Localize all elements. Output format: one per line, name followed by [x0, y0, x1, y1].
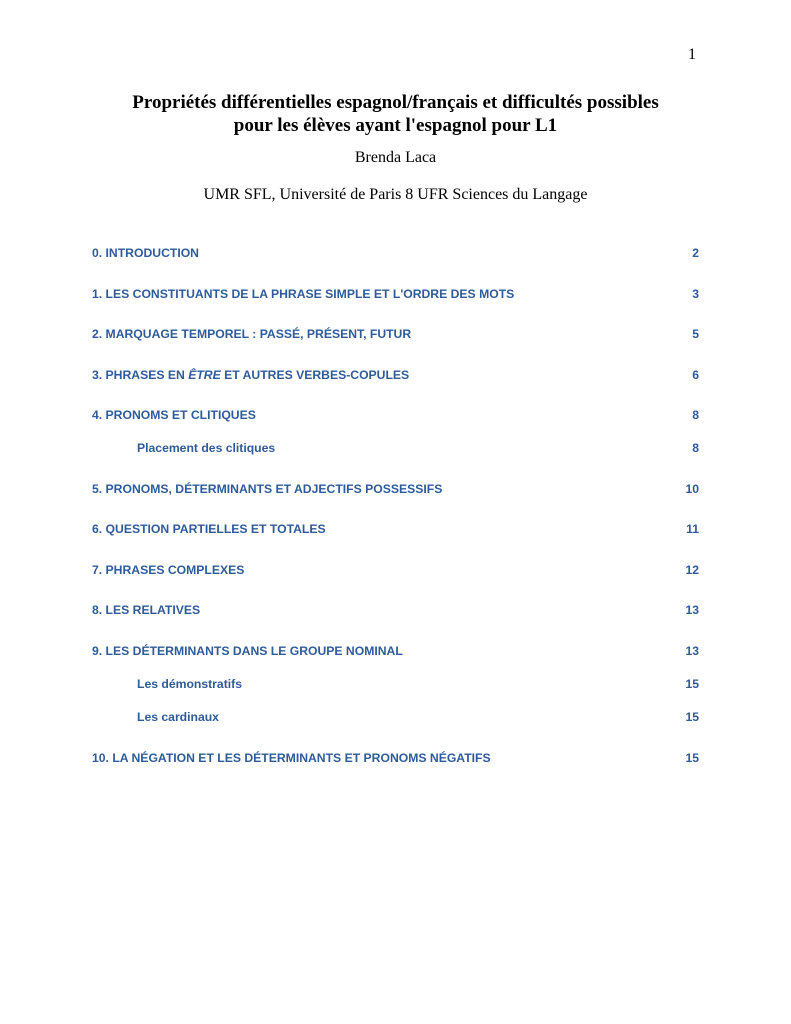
toc-entry-page: 15: [685, 677, 699, 691]
toc-entry-label: 5. PRONOMS, DÉTERMINANTS ET ADJECTIFS POSSESSIFS: [92, 482, 443, 496]
toc-entry-page: 3: [692, 287, 699, 301]
toc-entry-label: 8. LES RELATIVES: [92, 603, 201, 617]
toc-subentry-cardinaux[interactable]: [137, 710, 699, 724]
toc-entry-possessifs[interactable]: [92, 482, 699, 496]
toc-entry-label: 2. MARQUAGE TEMPOREL : PASSÉ, PRÉSENT, FUTUR: [92, 327, 412, 341]
toc-entry-phrases-complexes[interactable]: [92, 563, 699, 577]
toc-entry-label: 1. LES CONSTITUANTS DE LA PHRASE SIMPLE ET L'ORDRE DES MOTS: [92, 287, 515, 301]
toc-entry-label: Les cardinaux: [137, 710, 219, 724]
toc-entry-label-emphasis: ÊTRE: [188, 368, 221, 382]
page-number: 1: [688, 46, 696, 63]
toc-entry-relatives[interactable]: [92, 603, 699, 617]
toc-entry-phrases-en-etre[interactable]: [92, 368, 699, 382]
toc-entry-label: [92, 368, 409, 382]
toc-entry-label: 4. PRONOMS ET CLITIQUES: [92, 408, 256, 422]
toc-entry-label: 7. PHRASES COMPLEXES: [92, 563, 245, 577]
toc-entry-page: 8: [692, 441, 699, 455]
toc-entry-page: 8: [692, 408, 699, 422]
toc-subentry-placement-clitiques[interactable]: [137, 441, 699, 455]
toc-entry-determinants[interactable]: [92, 644, 699, 658]
toc-entry-page: 15: [685, 710, 699, 724]
toc-entry-page: 2: [692, 246, 699, 260]
author-affiliation: UMR SFL, Université de Paris 8 UFR Sciences du Langage: [203, 186, 588, 203]
toc-entry-questions[interactable]: [92, 522, 699, 536]
toc-entry-page: 6: [692, 368, 699, 382]
toc-entry-page: 11: [686, 522, 699, 536]
toc-entry-label: Les démonstratifs: [137, 677, 242, 691]
toc-entry-label-post: ET AUTRES VERBES-COPULES: [220, 368, 410, 382]
document-title: [0, 91, 791, 137]
toc-entry-page: 12: [685, 563, 699, 577]
title-line-1: Propriétés différentielles espagnol/français et difficultés possibles: [132, 92, 659, 113]
toc-entry-introduction[interactable]: [92, 246, 699, 260]
toc-entry-marquage-temporel[interactable]: [92, 327, 699, 341]
toc-subentry-demonstratifs[interactable]: [137, 677, 699, 691]
toc-entry-pronoms-clitiques[interactable]: [92, 408, 699, 422]
toc-entry-page: 13: [685, 603, 699, 617]
toc-entry-label: 9. LES DÉTERMINANTS DANS LE GROUPE NOMINAL: [92, 644, 403, 658]
toc-entry-label-pre: 3. PHRASES EN: [92, 368, 189, 382]
title-line-2: pour les élèves ayant l'espagnol pour L1: [233, 115, 558, 136]
toc-entry-constituants[interactable]: [92, 287, 699, 301]
toc-entry-label: 10. LA NÉGATION ET LES DÉTERMINANTS ET PRONOMS NÉGATIFS: [92, 751, 491, 765]
toc-entry-page: 15: [685, 751, 699, 765]
toc-entry-negation[interactable]: [92, 751, 699, 765]
toc-entry-label: Placement des clitiques: [137, 441, 276, 455]
toc-entry-page: 5: [692, 327, 699, 341]
author-name: Brenda Laca: [354, 149, 437, 166]
toc-entry-label: 6. QUESTION PARTIELLES ET TOTALES: [92, 522, 326, 536]
toc-entry-page: 10: [685, 482, 699, 496]
toc-entry-page: 13: [685, 644, 699, 658]
toc-entry-label: 0. INTRODUCTION: [92, 246, 199, 260]
